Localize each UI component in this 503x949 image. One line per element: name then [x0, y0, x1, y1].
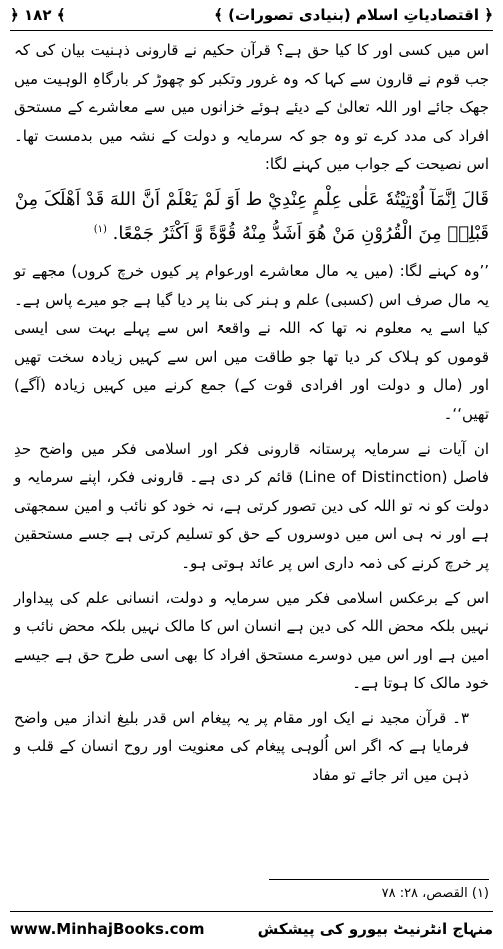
publisher-credit: منہاج انٹرنیٹ بیورو کی پیشکش	[257, 920, 493, 938]
paragraph-distinction: ان آیات نے سرمایہ پرستانہ قارونی فکر اور اسلامی فکر میں واضح حدِ فاصل (Line of Distinction) قائم کر دی ہے۔ قارونی فکر، اپنے سرمایہ و دولت کو نہ تو اللہ کی دین تصور کرتی ہے، نہ خود کو نائب و امین سمجھتی ہے اور نہ ہی اس میں دوسروں کے حق کو تسلیم کرتی ہے جسے مستحقین پر خرچ کرنے کی ذمہ داری اس پر عائد ہوتی ہو۔	[14, 439, 489, 572]
paragraph-point-3: ۳۔ قرآن مجید نے ایک اور مقام پر یہ پیغام اس قدر بلیغ انداز میں واضح فرمایا ہے کہ اگر اس اُلوہی پیغام کی معنویت اور روح انسان کے قلب و ذہن میں اتر جائے تو مفاد	[14, 708, 469, 785]
footnote: (۱) القصص، ۲۸: ۷۸	[381, 886, 489, 901]
quran-verse	[14, 185, 489, 249]
paragraph-islamic-view: اس کے برعکس اسلامی فکر میں سرمایہ و دولت، انسانی علم کی پیداوار نہیں بلکہ محض اللہ کی دین ہے انسان اس کا مالک نہیں بلکہ محض نائب و امین ہے اور اس میں دوسرے مستحق افراد کا بھی اسی طرح حق ہے جیسے خود مالک کا ہوتا ہے۔	[14, 588, 489, 693]
footer-rule	[10, 911, 493, 912]
footnote-ref[interactable]: (۱)	[93, 223, 107, 235]
page-number: ﴾ ۱۸۲ ﴿	[10, 6, 66, 24]
website-link[interactable]: www.MinhajBooks.com	[10, 920, 205, 938]
page-footer	[10, 914, 493, 944]
running-title: ﴿ اقتصادیاتِ اسلام (بنیادی تصورات) ﴾	[214, 6, 493, 24]
paragraph-intro: اس میں کسی اور کا کیا حق ہے؟ قرآن حکیم نے قارونی ذہنیت بیان کی کہ جب قوم نے قارون سے کہا کہ وہ غرور وتکبر کو چھوڑ کر بارگاہِ الوہیت میں جھک جائے اور اللہ تعالیٰ کے دیئے ہوئے خزانوں میں سے معاشرے کے مستحق افراد کی مدد کرے تو وہ جو کہ سرمایہ و دولت کے نشہ میں بدمست تھا۔ اس نصیحت کے جواب میں کہنے لگا:	[14, 41, 489, 174]
page-body	[14, 36, 489, 796]
paragraph-translation: ’’وہ کہنے لگا: (میں یہ مال معاشرے اورعوام پر کیوں خرچ کروں) مجھے تو یہ مال صرف اس (کسبی) علم و ہنر کی بنا پر دیا گیا ہے جو میرے پاس ہے۔ کیا اسے یہ معلوم نہ تھا کہ اللہ نے واقعۃً اس سے پہلے بہت سی ایسی قوموں کو ہلاک کر دیا تھا جو طاقت میں اس سے کہیں زیادہ سخت تھیں اور (مال و دولت اور افرادی قوت کے) جمع کرنے میں کہیں زیادہ (آگے) تھیں‘‘۔	[14, 261, 489, 423]
verse-text: قَالَ اِنَّمَآ اُوْتِيْتُهٗ عَلٰی عِلْمٍ عِنْدِيْ ط اَوَ لَمْ يَعْلَمْ اَنَّ اللهَ قَدْ اَهْلَکَ مِنْ قَبْلِهٖ مِنَ الْقُرُوْنِ مَنْ هُوَ اَشَدُّ مِنْهُ قُوَّةً وَّ اَکْثَرُ جَمْعًا.	[14, 188, 489, 244]
page-header	[10, 4, 493, 26]
footnote-rule	[269, 879, 489, 880]
header-rule	[10, 30, 493, 31]
